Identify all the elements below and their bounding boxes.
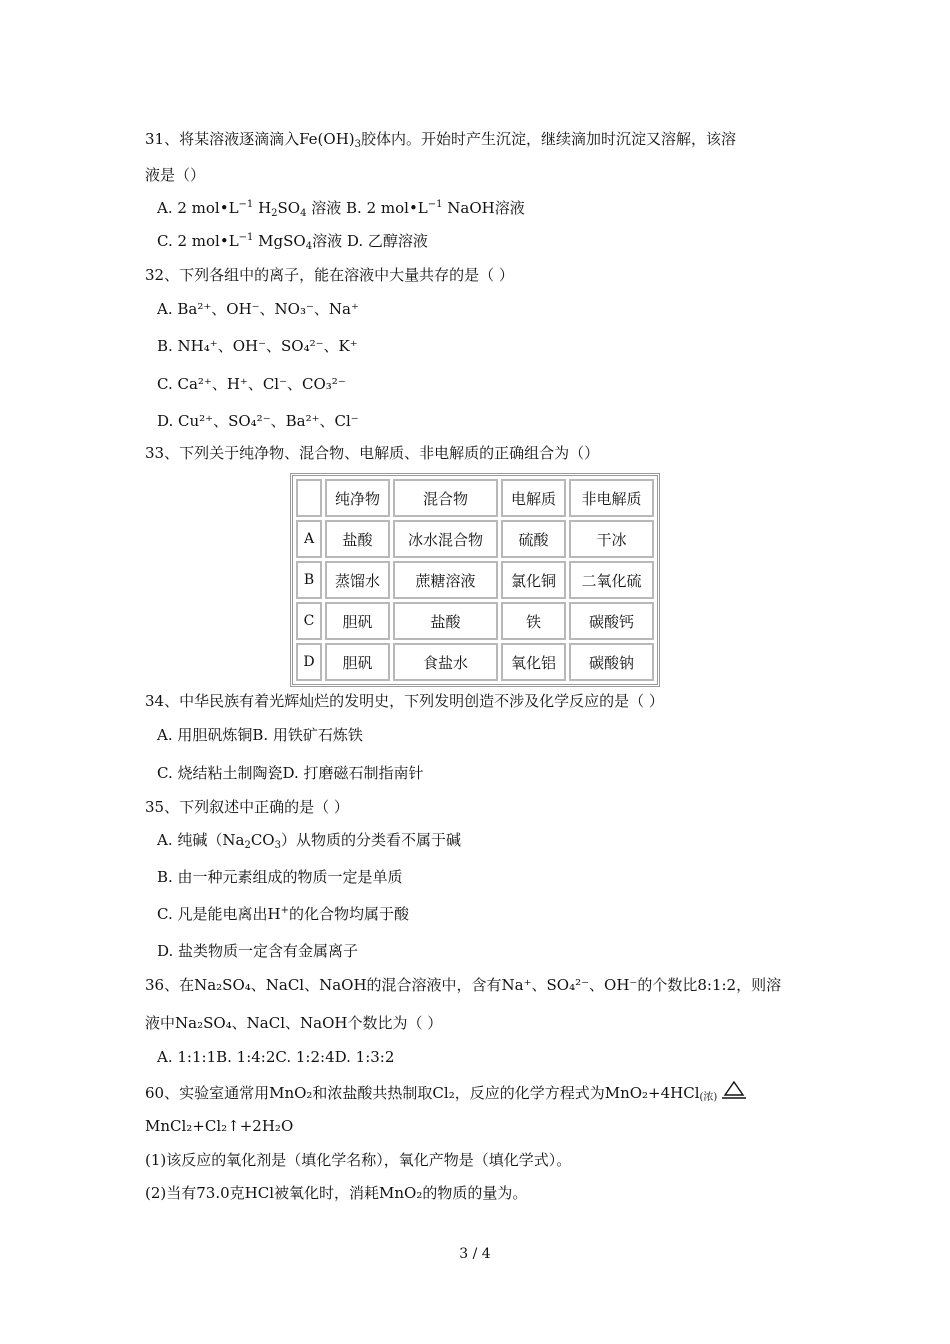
table-cell: 盐酸 bbox=[325, 520, 390, 558]
q36-options: A. 1:1:1B. 1:4:2C. 1:2:4D. 1:3:2 bbox=[157, 1048, 395, 1066]
q32-option-b: B. NH₄⁺、OH⁻、SO₄²⁻、K⁺ bbox=[157, 337, 358, 355]
table-cell: 胆矾 bbox=[325, 602, 390, 640]
table-cell: 干冰 bbox=[569, 520, 654, 558]
table-row bbox=[296, 520, 654, 558]
table-cell: 氯化铜 bbox=[501, 561, 566, 599]
table-cell: 蔗糖溶液 bbox=[393, 561, 498, 599]
q31-options-ab: A. 2 $mol•L^{-1}$ $H_2SO_4$ 溶液 B. 2 $mol•L^{-1}$ NaOH溶液 bbox=[157, 199, 525, 219]
q60-part2: (2)当有73.0克HCl被氧化时，消耗MnO₂的物质的量为。 bbox=[145, 1184, 528, 1202]
q33-stem: 33、下列关于纯净物、混合物、电解质、非电解质的正确组合为（） bbox=[145, 444, 600, 462]
table-cell: 碳酸钠 bbox=[569, 643, 654, 681]
q33-table bbox=[290, 473, 660, 687]
q31-stem-line1: 31、将某溶液逐滴滴入$Fe(OH)_3$胶体内。开始时产生沉淀，继续滴加时沉淀又溶解，该溶 bbox=[145, 130, 737, 150]
q31-stem-line2: 液是（） bbox=[145, 166, 206, 184]
q35-option-c: C. 凡是能电离出H+的化合物均属于酸 bbox=[157, 905, 409, 923]
table-row bbox=[296, 602, 654, 640]
table-cell: 铁 bbox=[501, 602, 566, 640]
page-number: 3 / 4 bbox=[459, 1246, 491, 1262]
table-header-cell: 混合物 bbox=[393, 479, 498, 517]
table-row bbox=[296, 643, 654, 681]
table-cell: 食盐水 bbox=[393, 643, 498, 681]
table-row bbox=[296, 561, 654, 599]
table-header-cell: 非电解质 bbox=[569, 479, 654, 517]
table-cell: B bbox=[296, 561, 322, 599]
q32-option-a: A. Ba²⁺、OH⁻、NO₃⁻、Na⁺ bbox=[157, 300, 359, 318]
q34-stem: 34、中华民族有着光辉灿烂的发明史，下列发明创造不涉及化学反应的是（ ） bbox=[145, 692, 664, 710]
table-cell: 蒸馏水 bbox=[325, 561, 390, 599]
q60-stem-line1: 60、实验室通常用MnO₂和浓盐酸共热制取Cl₂，反应的化学方程式为MnO₂+4HCl(浓) bbox=[145, 1080, 747, 1108]
q34-options-cd: C. 烧结粘土制陶瓷D. 打磨磁石制指南针 bbox=[157, 764, 424, 782]
q36-stem-line1: 36、在Na₂SO₄、NaCl、NaOH的混合溶液中，含有Na⁺、SO₄²⁻、OH⁻的个数比8:1:2，则溶 bbox=[145, 976, 782, 994]
table-header-cell: 纯净物 bbox=[325, 479, 390, 517]
table-cell: A bbox=[296, 520, 322, 558]
q35-option-d: D. 盐类物质一定含有金属离子 bbox=[157, 942, 359, 960]
table-header-cell: 电解质 bbox=[501, 479, 566, 517]
q35-option-a: A. 纯碱$(Na_2CO_3)$从物质的分类看不属于碱 bbox=[157, 831, 461, 851]
q35-option-b: B. 由一种元素组成的物质一定是单质 bbox=[157, 868, 403, 886]
q36-stem-line2: 液中Na₂SO₄、NaCl、NaOH个数比为（ ） bbox=[145, 1014, 443, 1032]
q34-options-ab: A. 用胆矾炼铜B. 用铁矿石炼铁 bbox=[157, 726, 363, 744]
table-header-cell bbox=[296, 479, 322, 517]
q35-stem: 35、下列叙述中正确的是（ ） bbox=[145, 798, 349, 816]
q32-stem: 32、下列各组中的离子，能在溶液中大量共存的是（ ） bbox=[145, 266, 514, 284]
table-cell: 冰水混合物 bbox=[393, 520, 498, 558]
table-header-row bbox=[296, 479, 654, 517]
table-cell: 氧化铝 bbox=[501, 643, 566, 681]
q31-options-cd: C. 2 $mol•L^{-1}$ MgSO$_4$溶液 D. 乙醇溶液 bbox=[157, 232, 428, 252]
table-cell: 硫酸 bbox=[501, 520, 566, 558]
table-cell: 二氧化硫 bbox=[569, 561, 654, 599]
heating-triangle-icon bbox=[721, 1080, 747, 1100]
q60-part1: (1)该反应的氧化剂是（填化学名称），氧化产物是（填化学式）。 bbox=[145, 1151, 572, 1169]
table-cell: 胆矾 bbox=[325, 643, 390, 681]
table-cell: C bbox=[296, 602, 322, 640]
table-cell: 盐酸 bbox=[393, 602, 498, 640]
q60-stem-line2: MnCl₂+Cl₂↑+2H₂O bbox=[145, 1117, 294, 1135]
table-cell: D bbox=[296, 643, 322, 681]
table-cell: 碳酸钙 bbox=[569, 602, 654, 640]
q32-option-c: C. Ca²⁺、H⁺、Cl⁻、CO₃²⁻ bbox=[157, 375, 346, 393]
q32-option-d: D. Cu²⁺、SO₄²⁻、Ba²⁺、Cl⁻ bbox=[157, 412, 359, 430]
